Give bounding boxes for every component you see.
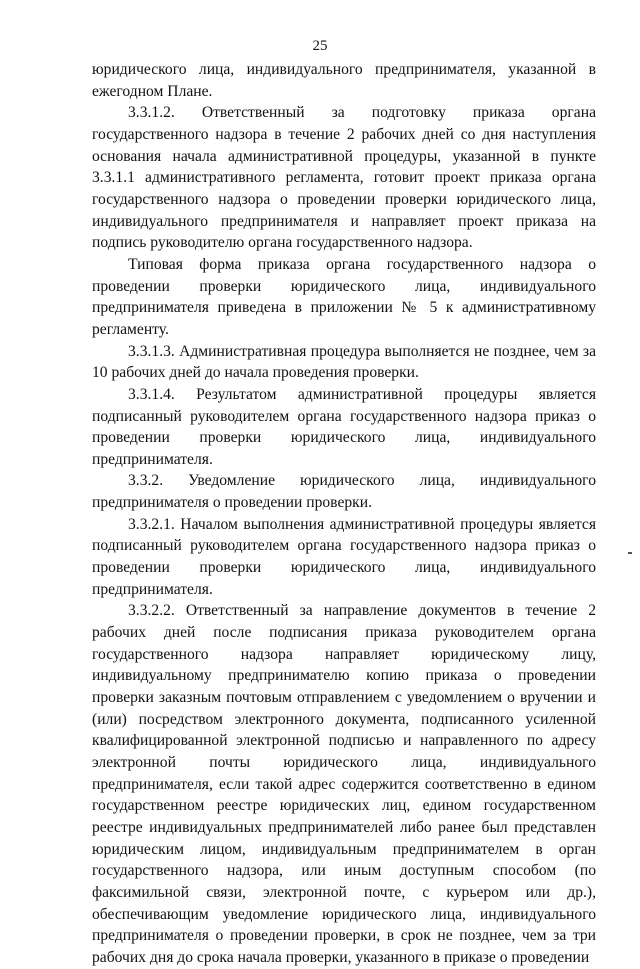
paragraph-continuation: юридического лица, индивидуального предпринимателя, указанной в ежегодном Плане. [92, 61, 596, 100]
paragraph-3-3-2-2: 3.3.2.2. Ответственный за направление документов в течение 2 рабочих дней после подписания приказа руководителем органа государственного надзора направляет юридическому лицу, индивидуальному предпринимателю копию приказа о проведении проверки заказным почтовым отправлением с уведомлением о вручении и (или) посредством электронного документа, подписанного усиленной квалифицированной электронной подписью и направленного по адресу электронной почты юридического лица, индивидуального предпринимателя, если такой адрес содержится соответственно в едином государственном реестре юридических лиц, едином государственном реестре индивидуальных предпринимателей либо ранее был представлен юридическим лицом, индивидуальным предпринимателем в орган государственного надзора, или иным доступным способом (по факсимильной связи, электронной почте, с курьером или др.), обеспечивающим уведомление юридического лица, индивидуального предпринимателя о проведении проверки, в срок не позднее, чем за три рабочих дня до срока начала проверки, указанного в приказе о проведении [92, 602, 596, 966]
page-number: 25 [312, 38, 328, 54]
paragraph-3-3-1-3: 3.3.1.3. Административная процедура выполняется не позднее, чем за 10 рабочих дней до начала проведения проверки. [92, 342, 596, 382]
paragraph-3-3-2-1: 3.3.2.1. Началом выполнения административной процедуры является подписанный руководителем органа государственного надзора приказ о проведении проверки юридического лица, индивидуального предпринимателя. [92, 515, 596, 598]
scan-edge-mark [628, 552, 632, 554]
paragraph-standard-form: Типовая форма приказа органа государственного надзора о проведении проверки юридического лица, индивидуального предпринимателя приведена в приложении № 5 к административному регламенту. [92, 255, 596, 338]
document-body [92, 59, 596, 969]
paragraph-3-3-2: 3.3.2. Уведомление юридического лица, индивидуального предпринимателя о проведении проверки. [92, 472, 596, 512]
paragraph-3-3-1-2: 3.3.1.2. Ответственный за подготовку приказа органа государственного надзора в течение 2 рабочих дней со дня наступления основания начала административной процедуры, указанной в пункте 3.3.1.1 административного регламента, готовит проект приказа органа государственного надзора о проведении проверки юридического лица, индивидуального предпринимателя и направляет проект приказа на подпись руководителю органа государственного надзора. [92, 104, 596, 252]
paragraph-3-3-1-4: 3.3.1.4. Результатом административной процедуры является подписанный руководителем органа государственного надзора приказ о проведении проверки юридического лица, индивидуального предпринимателя. [92, 385, 596, 468]
